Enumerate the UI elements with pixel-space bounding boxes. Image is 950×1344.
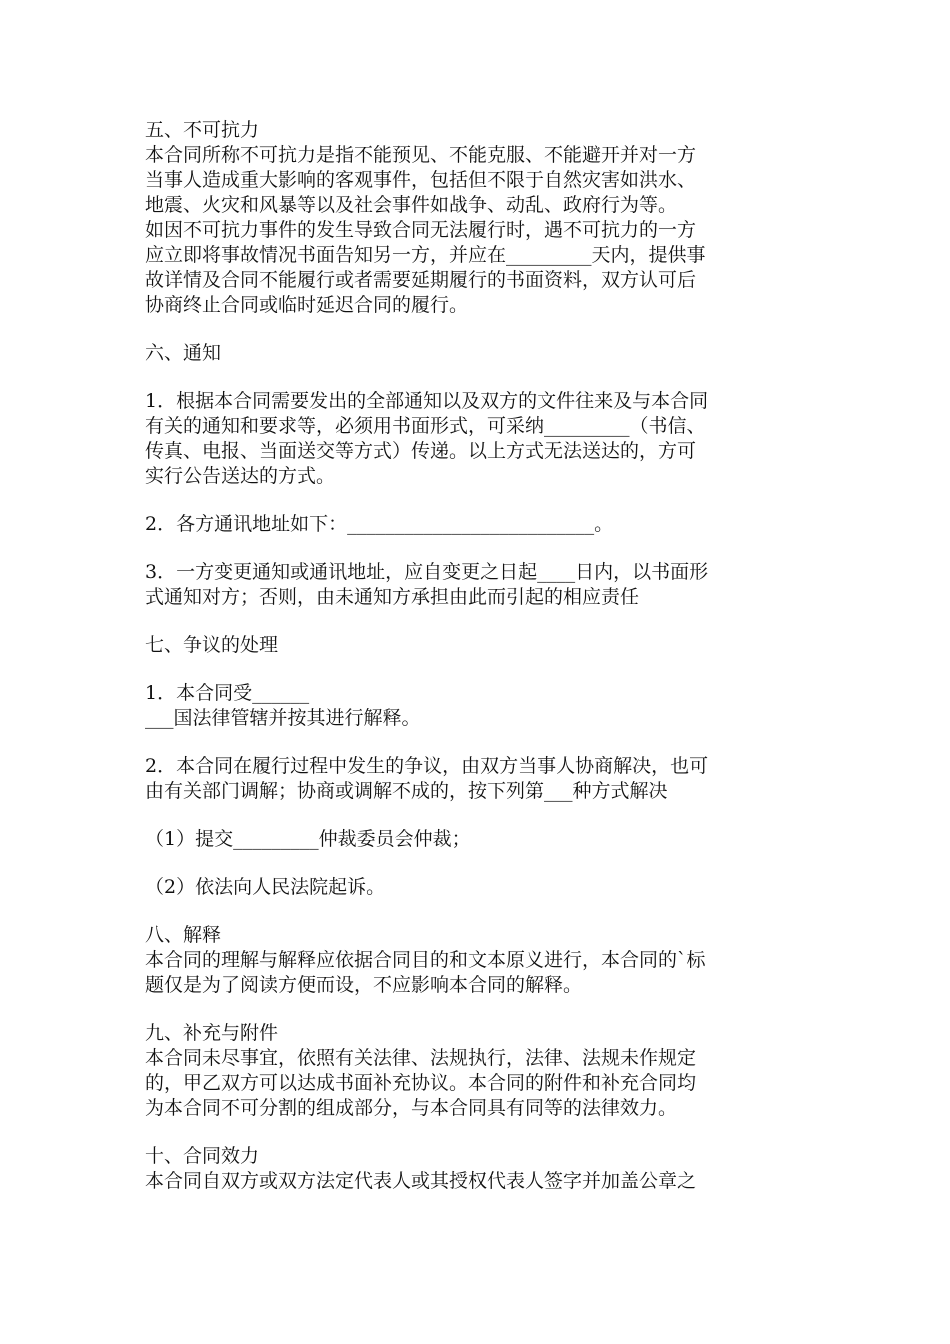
paragraph-line: 当事人造成重大影响的客观事件，包括但不限于自然灾害如洪水、 — [145, 169, 697, 191]
paragraph-line: 本合同未尽事宜，依照有关法律、法规执行，法律、法规未作规定 — [145, 1047, 697, 1069]
paragraph-line: 本合同自双方或双方法定代表人或其授权代表人签字并加盖公章之 — [145, 1170, 697, 1192]
dispute-clause-2 — [145, 754, 825, 804]
notice-clause-1 — [145, 389, 825, 489]
dispute-clause-1 — [145, 681, 825, 731]
paragraph-line: ___国法律管辖并按其进行解释。 — [145, 707, 421, 729]
paragraph-line: 实行公告送达的方式。 — [145, 465, 336, 487]
paragraph-line: 协商终止合同或临时延迟合同的履行。 — [145, 294, 469, 316]
paragraph-line: 3．一方变更通知或通讯地址，应自变更之日起____日内，以书面形 — [145, 561, 709, 583]
paragraph-line: 如因不可抗力事件的发生导致合同无法履行时，遇不可抗力的一方 — [145, 219, 697, 241]
paragraph-line: 1．本合同受______ — [145, 682, 310, 704]
paragraph-line: 式通知对方；否则，由未通知方承担由此而引起的相应责任 — [145, 586, 640, 608]
paragraph-line: 题仅是为了阅读方便而设，不应影响本合同的解释。 — [145, 974, 583, 996]
paragraph-line: 本合同的理解与解释应依据合同目的和文本原义进行，本合同的`标 — [145, 949, 706, 971]
paragraph-line: 的，甲乙双方可以达成书面补充协议。本合同的附件和补充合同均 — [145, 1072, 697, 1094]
paragraph-line: 故详情及合同不能履行或者需要延期履行的书面资料，双方认可后 — [145, 269, 697, 291]
paragraph-line: 2．本合同在履行过程中发生的争议，由双方当事人协商解决，也可 — [145, 755, 709, 777]
paragraph-line: 本合同所称不可抗力是指不能预见、不能克服、不能避开并对一方 — [145, 144, 697, 166]
section-interpretation — [145, 923, 825, 998]
paragraph-line: 有关的通知和要求等，必须用书面形式，可采纳_________（书信、 — [145, 415, 706, 437]
paragraph-line: 1．根据本合同需要发出的全部通知以及双方的文件往来及与本合同 — [145, 390, 709, 412]
paragraph-line: 由有关部门调解；协商或调解不成的，按下列第___种方式解决 — [145, 780, 668, 802]
notice-clause-3 — [145, 560, 825, 610]
section-force-majeure — [145, 118, 825, 318]
heading-dispute: 七、争议的处理 — [145, 634, 279, 656]
dispute-option-2: （2）依法向人民法院起诉。 — [145, 876, 386, 898]
paragraph-line: 传真、电报、当面送交等方式）传递。以上方式无法送达的，方可 — [145, 440, 697, 462]
paragraph-line: 为本合同不可分割的组成部分，与本合同具有同等的法律效力。 — [145, 1097, 678, 1119]
paragraph-line: 应立即将事故情况书面告知另一方，并应在_________天内，提供事 — [145, 244, 706, 266]
paragraph-line: 地震、火灾和风暴等以及社会事件如战争、动乱、政府行为等。 — [145, 194, 678, 216]
heading-validity: 十、合同效力 — [145, 1145, 260, 1167]
dispute-option-1: （1）提交_________仲裁委员会仲裁； — [145, 828, 471, 850]
section-supplement — [145, 1021, 825, 1121]
heading-interpretation: 八、解释 — [145, 924, 222, 946]
heading-force-majeure: 五、不可抗力 — [145, 119, 260, 141]
heading-supplement: 九、补充与附件 — [145, 1022, 279, 1044]
heading-notice: 六、通知 — [145, 342, 222, 364]
section-validity — [145, 1144, 825, 1194]
notice-clause-2: 2．各方通讯地址如下：__________________________。 — [145, 513, 614, 535]
document-body — [145, 118, 825, 1194]
